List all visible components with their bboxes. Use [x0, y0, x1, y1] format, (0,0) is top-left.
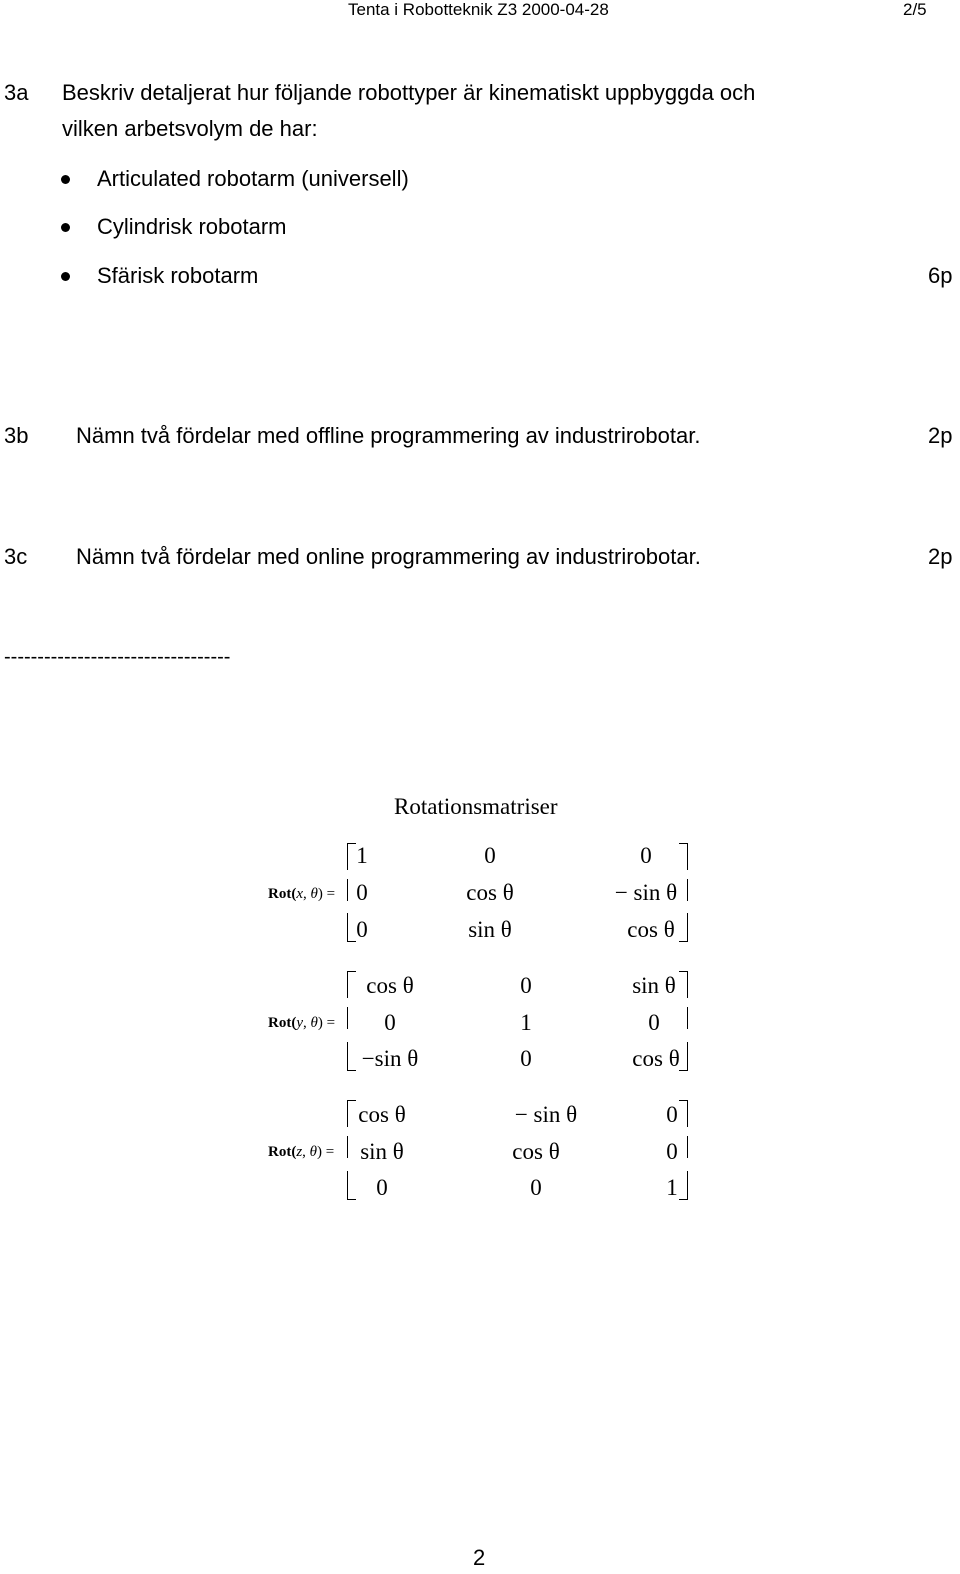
- rot-y-cell-3-1: −sin θ: [361, 1046, 419, 1071]
- rot-z-cell-2-2: cos θ: [512, 1139, 560, 1164]
- rot-x-cell-2-1: 0: [356, 880, 368, 905]
- q3a-item-2: Cylindrisk robotarm: [97, 214, 287, 239]
- rot-z-cell-1-1: cos θ: [358, 1102, 406, 1127]
- q3c-label: 3c: [4, 544, 28, 569]
- bullet-icon: [61, 272, 70, 281]
- rot-y-cell-2-1: 0: [384, 1010, 396, 1035]
- rot-y-cell-1-3: sin θ: [632, 973, 676, 998]
- q3c-points: 2p: [928, 544, 953, 569]
- rot-y-cell-2-2: 1: [520, 1010, 532, 1035]
- rot-x-cell-1-3: 0: [640, 843, 652, 868]
- q3b-points: 2p: [928, 423, 953, 448]
- rot-z-label: Rot(z, θ) =: [268, 1144, 335, 1160]
- rot-z-cell-1-3: 0: [666, 1102, 678, 1127]
- rot-y-cell-2-3: 0: [648, 1010, 660, 1035]
- rot-y-cell-1-2: 0: [520, 973, 532, 998]
- rot-x-cell-1-2: 0: [484, 843, 496, 868]
- bullet-icon: [61, 175, 70, 184]
- q3c-text: Nämn två fördelar med online programmering av industrirobotar.: [76, 544, 701, 569]
- q3a-label: 3a: [4, 80, 29, 105]
- bullet-icon: [61, 223, 70, 232]
- rot-z-cell-3-2: 0: [530, 1175, 542, 1200]
- q3a-line2: vilken arbetsvolym de har:: [62, 116, 318, 141]
- q3b-label: 3b: [4, 423, 29, 448]
- rot-y-label: Rot(y, θ) =: [268, 1015, 336, 1031]
- q3a-line1: Beskriv detaljerat hur följande robottyper är kinematiskt uppbyggda och: [62, 80, 756, 105]
- rot-x-cell-1-1: 1: [356, 843, 368, 868]
- rot-x-cell-2-3: − sin θ: [614, 880, 678, 905]
- matrices-title: Rotationsmatriser: [394, 794, 558, 819]
- rot-z-cell-3-3: 1: [666, 1175, 678, 1200]
- rot-y-cell-3-3: cos θ: [632, 1046, 680, 1071]
- rot-x-cell-2-2: cos θ: [466, 880, 514, 905]
- q3a-item-1: Articulated robotarm (universell): [97, 166, 409, 191]
- rot-x-label: Rot(x, θ) =: [268, 886, 336, 902]
- rot-z-cell-3-1: 0: [376, 1175, 388, 1200]
- rot-x-cell-3-1: 0: [356, 917, 368, 942]
- rot-x-cell-3-3: cos θ: [627, 917, 675, 942]
- rot-z-cell-1-2: − sin θ: [514, 1102, 578, 1127]
- q3b-text: Nämn två fördelar med offline programmering av industrirobotar.: [76, 423, 701, 448]
- rot-z-cell-2-1: sin θ: [360, 1139, 404, 1164]
- page-number: 2: [473, 1545, 486, 1570]
- rot-x-cell-3-2: sin θ: [468, 917, 512, 942]
- q3a-points: 6p: [928, 263, 953, 288]
- rot-y-cell-1-1: cos θ: [366, 973, 414, 998]
- q3a-item-3: Sfärisk robotarm: [97, 263, 259, 288]
- header-page-of: 2/5: [903, 0, 927, 19]
- separator-line: ----------------------------------: [4, 646, 231, 668]
- header-title: Tenta i Robotteknik Z3 2000-04-28: [348, 0, 609, 19]
- rot-z-cell-2-3: 0: [666, 1139, 678, 1164]
- rot-y-cell-3-2: 0: [520, 1046, 532, 1071]
